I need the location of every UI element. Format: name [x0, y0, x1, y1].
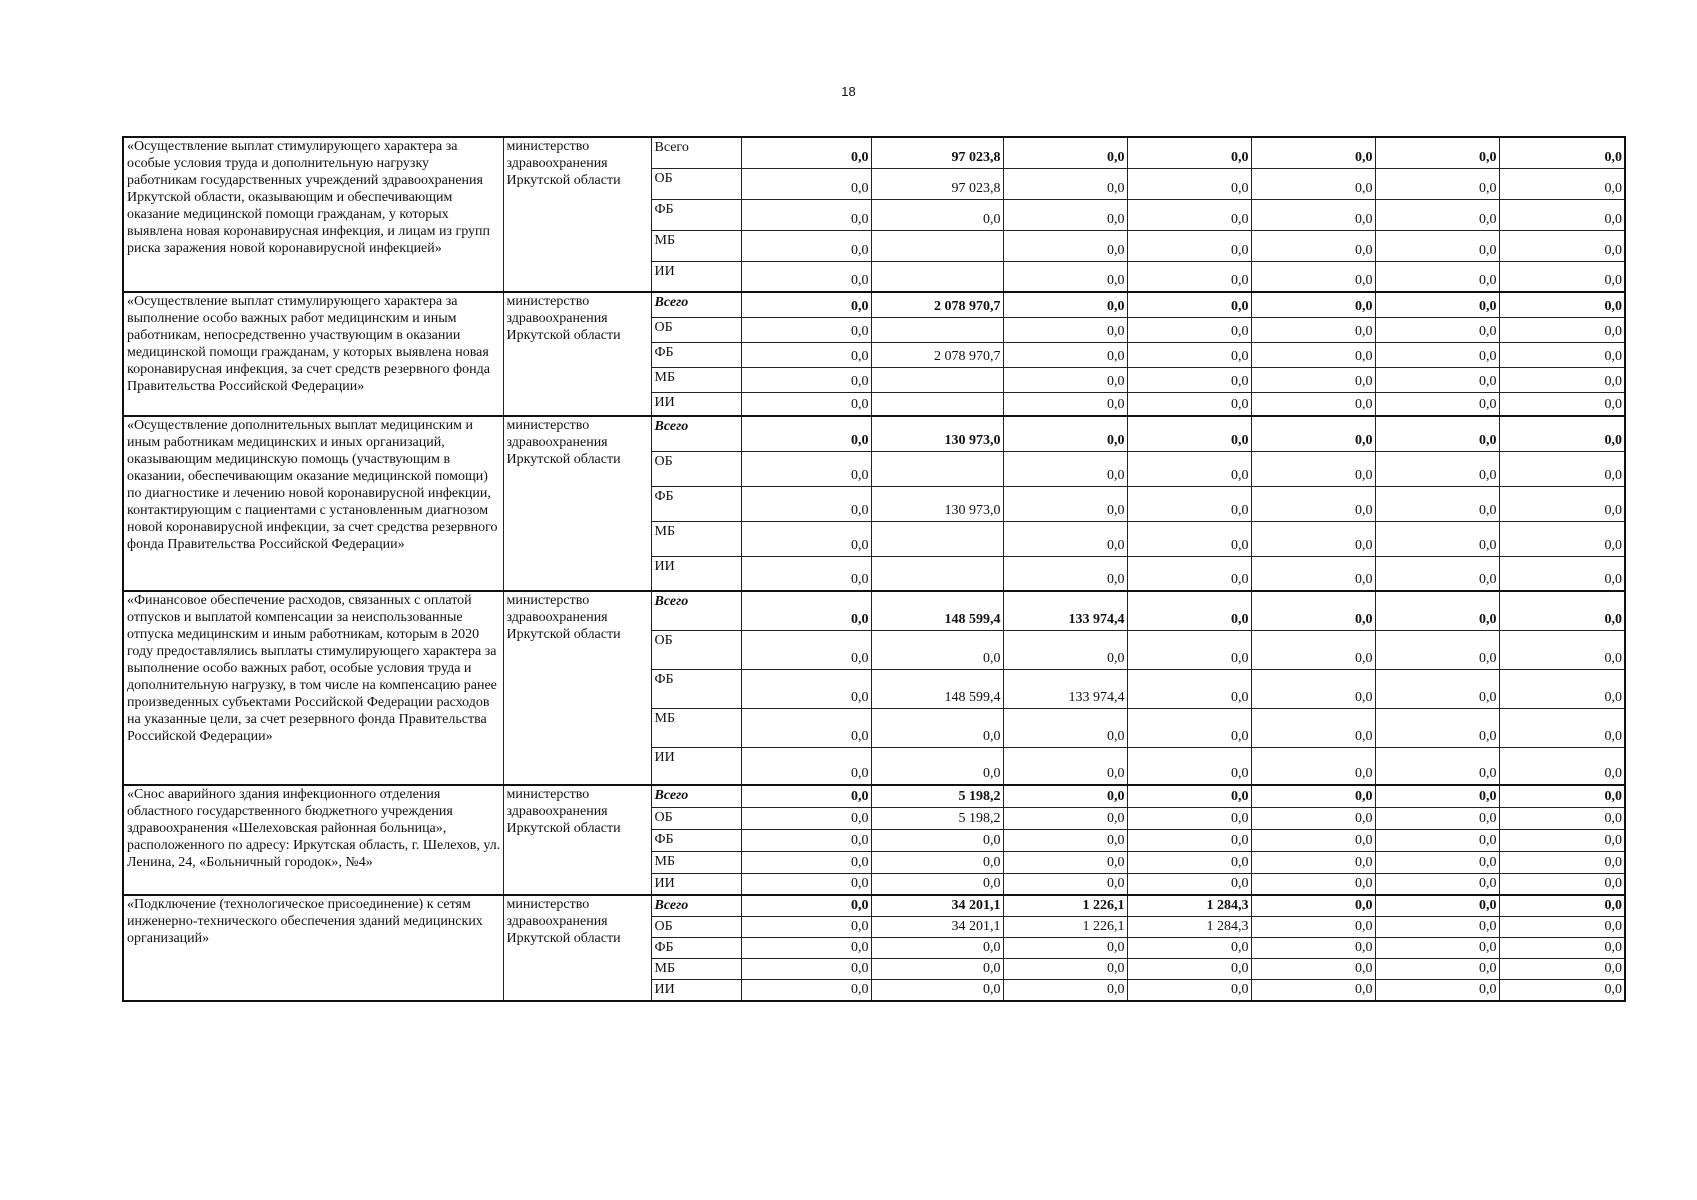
amount-cell: 0,0: [741, 895, 871, 917]
amount-cell: 0,0: [741, 708, 871, 747]
amount-cell: 0,0: [1499, 392, 1625, 416]
amount-cell: 0,0: [741, 630, 871, 669]
amount-cell: 0,0: [1003, 261, 1127, 292]
measure-block: [123, 591, 1625, 785]
amount-cell: 0,0: [741, 669, 871, 708]
amount-cell: 0,0: [1127, 486, 1251, 521]
measure-description: «Снос аварийного здания инфекционного отделения областного государственного бюджетного учреждения здравоохранения «Шелеховская районная больница», расположенного по адресу: Иркутская область, г. Шелехов, ул. Ленина, 24, «Больничный городок», №4»: [123, 785, 503, 895]
amount-cell: 0,0: [1375, 556, 1499, 591]
amount-cell: 0,0: [741, 392, 871, 416]
amount-cell: 0,0: [1127, 199, 1251, 230]
responsible-executor: министерство здравоохранения Иркутской области: [503, 292, 651, 416]
amount-cell: 0,0: [1127, 451, 1251, 486]
amount-cell: 0,0: [741, 451, 871, 486]
amount-cell: 0,0: [1375, 416, 1499, 451]
amount-cell: 0,0: [1499, 342, 1625, 367]
funding-source: ОБ: [651, 168, 741, 199]
amount-cell: 0,0: [741, 591, 871, 630]
page-number: 18: [841, 84, 856, 99]
amount-cell: 0,0: [1375, 938, 1499, 959]
amount-cell: 0,0: [1251, 230, 1375, 261]
amount-cell: 0,0: [1251, 367, 1375, 392]
amount-cell: 0,0: [741, 556, 871, 591]
amount-cell: 0,0: [1251, 959, 1375, 980]
amount-cell: 0,0: [1375, 895, 1499, 917]
amount-cell: 0,0: [1127, 230, 1251, 261]
amount-cell: 0,0: [1251, 938, 1375, 959]
amount-cell: 0,0: [871, 747, 1003, 785]
amount-cell: 0,0: [1375, 873, 1499, 895]
amount-cell: 97 023,8: [871, 137, 1003, 168]
amount-cell: 0,0: [1127, 367, 1251, 392]
amount-cell: 0,0: [1375, 708, 1499, 747]
amount-cell: 0,0: [741, 137, 871, 168]
amount-cell: 0,0: [1127, 708, 1251, 747]
funding-source: Всего: [651, 591, 741, 630]
amount-cell: 130 973,0: [871, 486, 1003, 521]
amount-cell: 0,0: [871, 938, 1003, 959]
amount-cell: [871, 317, 1003, 342]
funding-source: ИИ: [651, 747, 741, 785]
amount-cell: 0,0: [1003, 367, 1127, 392]
funding-source: Всего: [651, 416, 741, 451]
funding-source: МБ: [651, 367, 741, 392]
measure-block: [123, 416, 1625, 591]
amount-cell: 0,0: [1251, 829, 1375, 851]
amount-cell: 0,0: [1499, 137, 1625, 168]
amount-cell: 0,0: [1251, 980, 1375, 1002]
amount-cell: 0,0: [1499, 292, 1625, 317]
amount-cell: 0,0: [1375, 851, 1499, 873]
funding-source: ФБ: [651, 199, 741, 230]
amount-cell: 0,0: [1251, 137, 1375, 168]
funding-source: ФБ: [651, 938, 741, 959]
amount-cell: 0,0: [1499, 895, 1625, 917]
amount-cell: 0,0: [1127, 317, 1251, 342]
amount-cell: 0,0: [1499, 980, 1625, 1002]
table-row: [123, 137, 1625, 168]
amount-cell: 0,0: [1499, 873, 1625, 895]
amount-cell: 0,0: [741, 873, 871, 895]
amount-cell: 0,0: [1127, 785, 1251, 807]
amount-cell: 0,0: [1127, 591, 1251, 630]
funding-source: ИИ: [651, 873, 741, 895]
amount-cell: 1 284,3: [1127, 895, 1251, 917]
amount-cell: 0,0: [741, 851, 871, 873]
amount-cell: 0,0: [741, 980, 871, 1002]
amount-cell: 0,0: [1003, 556, 1127, 591]
funding-source: Всего: [651, 292, 741, 317]
budget-table: [122, 136, 1626, 1002]
amount-cell: 0,0: [1127, 137, 1251, 168]
measure-block: [123, 895, 1625, 1002]
amount-cell: 0,0: [1375, 591, 1499, 630]
amount-cell: 0,0: [1251, 521, 1375, 556]
amount-cell: 0,0: [1003, 938, 1127, 959]
amount-cell: 2 078 970,7: [871, 292, 1003, 317]
amount-cell: [871, 261, 1003, 292]
amount-cell: 0,0: [1499, 747, 1625, 785]
amount-cell: 0,0: [1499, 917, 1625, 938]
amount-cell: 0,0: [741, 199, 871, 230]
amount-cell: 0,0: [1499, 317, 1625, 342]
amount-cell: 0,0: [1251, 392, 1375, 416]
amount-cell: 0,0: [1003, 630, 1127, 669]
amount-cell: 0,0: [871, 630, 1003, 669]
amount-cell: 0,0: [741, 261, 871, 292]
amount-cell: 0,0: [1375, 521, 1499, 556]
amount-cell: 0,0: [1499, 199, 1625, 230]
amount-cell: 0,0: [1127, 807, 1251, 829]
amount-cell: 0,0: [871, 873, 1003, 895]
amount-cell: 0,0: [1251, 917, 1375, 938]
amount-cell: 0,0: [741, 292, 871, 317]
amount-cell: 0,0: [1127, 416, 1251, 451]
measure-description: «Осуществление выплат стимулирующего характера за выполнение особо важных работ медицинским и иным работникам, непосредственно участвующим в оказании медицинской помощи гражданам, у которых выявлена новая коронавирусная инфекция, за счет средств резервного фонда Правительства Российской Федерации»: [123, 292, 503, 416]
table-row: [123, 591, 1625, 630]
amount-cell: 0,0: [1375, 785, 1499, 807]
measure-block: [123, 292, 1625, 416]
amount-cell: 0,0: [871, 708, 1003, 747]
amount-cell: 0,0: [1003, 521, 1127, 556]
amount-cell: 0,0: [1127, 168, 1251, 199]
amount-cell: 1 284,3: [1127, 917, 1251, 938]
amount-cell: 0,0: [1251, 317, 1375, 342]
amount-cell: 0,0: [1251, 873, 1375, 895]
amount-cell: 0,0: [1375, 367, 1499, 392]
amount-cell: 0,0: [871, 980, 1003, 1002]
amount-cell: 5 198,2: [871, 807, 1003, 829]
amount-cell: 0,0: [1375, 292, 1499, 317]
amount-cell: 0,0: [1003, 851, 1127, 873]
amount-cell: 0,0: [741, 486, 871, 521]
measure-block: [123, 785, 1625, 895]
amount-cell: 0,0: [1003, 416, 1127, 451]
amount-cell: 0,0: [1251, 851, 1375, 873]
funding-source: ФБ: [651, 829, 741, 851]
amount-cell: 0,0: [1251, 261, 1375, 292]
amount-cell: 0,0: [741, 829, 871, 851]
amount-cell: 0,0: [1251, 556, 1375, 591]
amount-cell: 0,0: [1375, 669, 1499, 708]
amount-cell: 0,0: [1003, 137, 1127, 168]
amount-cell: 0,0: [1251, 630, 1375, 669]
amount-cell: 0,0: [1003, 959, 1127, 980]
amount-cell: 0,0: [1127, 556, 1251, 591]
amount-cell: 0,0: [1003, 873, 1127, 895]
amount-cell: 0,0: [1375, 392, 1499, 416]
funding-source: МБ: [651, 851, 741, 873]
amount-cell: [871, 451, 1003, 486]
responsible-executor: министерство здравоохранения Иркутской области: [503, 416, 651, 591]
amount-cell: 97 023,8: [871, 168, 1003, 199]
amount-cell: 0,0: [1003, 747, 1127, 785]
amount-cell: 0,0: [1127, 630, 1251, 669]
amount-cell: 0,0: [1251, 669, 1375, 708]
amount-cell: 0,0: [1499, 829, 1625, 851]
amount-cell: 0,0: [1499, 851, 1625, 873]
amount-cell: 130 973,0: [871, 416, 1003, 451]
amount-cell: 0,0: [1251, 451, 1375, 486]
measure-description: «Осуществление выплат стимулирующего характера за особые условия труда и дополнительную нагрузку работникам государственных учреждений здравоохранения Иркутской области, оказывающим и обеспечивающим оказание медицинской помощи гражданам, у которых выявлена новая коронавирусная инфекция, и лицам из групп риска заражения новой коронавирусной инфекцией»: [123, 137, 503, 292]
amount-cell: 133 974,4: [1003, 591, 1127, 630]
funding-source: ОБ: [651, 807, 741, 829]
amount-cell: 0,0: [1251, 168, 1375, 199]
amount-cell: 0,0: [1003, 807, 1127, 829]
amount-cell: 133 974,4: [1003, 669, 1127, 708]
amount-cell: 0,0: [1251, 708, 1375, 747]
amount-cell: 0,0: [1499, 230, 1625, 261]
amount-cell: 0,0: [741, 747, 871, 785]
amount-cell: 0,0: [1003, 392, 1127, 416]
amount-cell: 0,0: [741, 785, 871, 807]
amount-cell: 0,0: [741, 168, 871, 199]
amount-cell: 0,0: [1499, 807, 1625, 829]
amount-cell: [871, 556, 1003, 591]
amount-cell: 0,0: [1251, 342, 1375, 367]
amount-cell: 0,0: [1375, 230, 1499, 261]
amount-cell: 0,0: [1375, 261, 1499, 292]
amount-cell: 0,0: [1127, 938, 1251, 959]
amount-cell: 0,0: [1251, 486, 1375, 521]
amount-cell: 0,0: [1003, 451, 1127, 486]
funding-source: Всего: [651, 895, 741, 917]
amount-cell: 0,0: [1499, 591, 1625, 630]
responsible-executor: министерство здравоохранения Иркутской области: [503, 895, 651, 1002]
amount-cell: 0,0: [871, 851, 1003, 873]
measure-block: [123, 137, 1625, 292]
amount-cell: 0,0: [1003, 980, 1127, 1002]
amount-cell: 0,0: [1251, 292, 1375, 317]
amount-cell: 0,0: [1003, 708, 1127, 747]
amount-cell: 0,0: [741, 959, 871, 980]
funding-source: Всего: [651, 785, 741, 807]
amount-cell: 0,0: [1499, 669, 1625, 708]
amount-cell: 0,0: [1499, 486, 1625, 521]
measure-description: «Осуществление дополнительных выплат медицинским и иным работникам медицинских и иных организаций, оказывающим медицинскую помощь (участвующим в оказании, обеспечивающим оказание медицинской помощи) по диагностике и лечению новой коронавирусной инфекции, контактирующим с пациентами с установленным диагнозом новой коронавирусной инфекции, за счет средства резервного фонда Правительства Российской Федерации»: [123, 416, 503, 591]
amount-cell: 0,0: [1499, 367, 1625, 392]
amount-cell: 0,0: [1375, 980, 1499, 1002]
amount-cell: 0,0: [741, 342, 871, 367]
amount-cell: 0,0: [741, 367, 871, 392]
amount-cell: 148 599,4: [871, 591, 1003, 630]
amount-cell: [871, 367, 1003, 392]
amount-cell: 0,0: [1499, 708, 1625, 747]
amount-cell: [871, 230, 1003, 261]
amount-cell: 0,0: [1251, 807, 1375, 829]
amount-cell: 0,0: [1127, 959, 1251, 980]
amount-cell: 0,0: [1127, 292, 1251, 317]
amount-cell: 0,0: [871, 959, 1003, 980]
funding-source: МБ: [651, 521, 741, 556]
amount-cell: 34 201,1: [871, 895, 1003, 917]
funding-source: ОБ: [651, 630, 741, 669]
amount-cell: 0,0: [1003, 168, 1127, 199]
amount-cell: 0,0: [741, 317, 871, 342]
responsible-executor: министерство здравоохранения Иркутской области: [503, 591, 651, 785]
funding-source: ИИ: [651, 261, 741, 292]
amount-cell: 0,0: [1499, 630, 1625, 669]
responsible-executor: министерство здравоохранения Иркутской области: [503, 137, 651, 292]
amount-cell: 0,0: [1127, 669, 1251, 708]
amount-cell: 0,0: [741, 521, 871, 556]
amount-cell: 0,0: [1375, 630, 1499, 669]
measure-description: «Подключение (технологическое присоединение) к сетям инженерно-технического обеспечения зданий медицинских организаций»: [123, 895, 503, 1002]
amount-cell: 0,0: [1375, 199, 1499, 230]
amount-cell: 0,0: [1127, 342, 1251, 367]
amount-cell: 0,0: [741, 917, 871, 938]
responsible-executor: министерство здравоохранения Иркутской области: [503, 785, 651, 895]
amount-cell: 0,0: [1375, 917, 1499, 938]
amount-cell: 0,0: [1499, 556, 1625, 591]
table-row: [123, 785, 1625, 807]
funding-source: ИИ: [651, 980, 741, 1002]
amount-cell: 0,0: [1127, 747, 1251, 785]
amount-cell: 0,0: [1127, 521, 1251, 556]
funding-source: ФБ: [651, 486, 741, 521]
amount-cell: 0,0: [1251, 591, 1375, 630]
amount-cell: 0,0: [1003, 230, 1127, 261]
amount-cell: 0,0: [1127, 829, 1251, 851]
amount-cell: 0,0: [1251, 747, 1375, 785]
amount-cell: 0,0: [1375, 959, 1499, 980]
amount-cell: 0,0: [1499, 938, 1625, 959]
amount-cell: 0,0: [1127, 392, 1251, 416]
amount-cell: 0,0: [1127, 873, 1251, 895]
amount-cell: 0,0: [1251, 785, 1375, 807]
amount-cell: 0,0: [1499, 168, 1625, 199]
amount-cell: 0,0: [741, 938, 871, 959]
amount-cell: 0,0: [1251, 199, 1375, 230]
amount-cell: 0,0: [1499, 451, 1625, 486]
amount-cell: 34 201,1: [871, 917, 1003, 938]
amount-cell: 0,0: [1375, 486, 1499, 521]
amount-cell: 0,0: [1499, 416, 1625, 451]
amount-cell: 0,0: [1375, 137, 1499, 168]
amount-cell: 0,0: [1127, 851, 1251, 873]
table-row: [123, 292, 1625, 317]
amount-cell: 0,0: [1375, 168, 1499, 199]
amount-cell: 0,0: [871, 829, 1003, 851]
amount-cell: 0,0: [1375, 342, 1499, 367]
amount-cell: 0,0: [1003, 785, 1127, 807]
funding-source: ОБ: [651, 917, 741, 938]
amount-cell: 0,0: [1251, 895, 1375, 917]
amount-cell: 0,0: [1251, 416, 1375, 451]
amount-cell: 0,0: [1003, 292, 1127, 317]
amount-cell: 0,0: [741, 230, 871, 261]
amount-cell: 0,0: [1003, 486, 1127, 521]
funding-source: ИИ: [651, 392, 741, 416]
amount-cell: 0,0: [1127, 980, 1251, 1002]
funding-source: ИИ: [651, 556, 741, 591]
funding-source: ОБ: [651, 317, 741, 342]
amount-cell: [871, 521, 1003, 556]
table-row: [123, 895, 1625, 917]
funding-source: МБ: [651, 708, 741, 747]
amount-cell: 0,0: [1499, 785, 1625, 807]
amount-cell: 0,0: [1375, 317, 1499, 342]
amount-cell: 1 226,1: [1003, 917, 1127, 938]
amount-cell: 148 599,4: [871, 669, 1003, 708]
amount-cell: 0,0: [1003, 829, 1127, 851]
funding-source: Всего: [651, 137, 741, 168]
amount-cell: [871, 392, 1003, 416]
amount-cell: 1 226,1: [1003, 895, 1127, 917]
funding-source: ОБ: [651, 451, 741, 486]
funding-source: МБ: [651, 230, 741, 261]
amount-cell: 0,0: [741, 807, 871, 829]
table-row: [123, 416, 1625, 451]
amount-cell: 0,0: [1375, 829, 1499, 851]
amount-cell: 0,0: [1375, 807, 1499, 829]
funding-source: ФБ: [651, 342, 741, 367]
amount-cell: 0,0: [741, 416, 871, 451]
amount-cell: 0,0: [1375, 451, 1499, 486]
amount-cell: 0,0: [871, 199, 1003, 230]
amount-cell: 0,0: [1375, 747, 1499, 785]
funding-source: МБ: [651, 959, 741, 980]
amount-cell: 0,0: [1499, 261, 1625, 292]
amount-cell: 0,0: [1003, 317, 1127, 342]
amount-cell: 0,0: [1127, 261, 1251, 292]
amount-cell: 2 078 970,7: [871, 342, 1003, 367]
amount-cell: 5 198,2: [871, 785, 1003, 807]
amount-cell: 0,0: [1003, 342, 1127, 367]
funding-source: ФБ: [651, 669, 741, 708]
amount-cell: 0,0: [1499, 521, 1625, 556]
measure-description: «Финансовое обеспечение расходов, связанных с оплатой отпусков и выплатой компенсации за неиспользованные отпуска медицинским и иным работникам, которым в 2020 году предоставлялись выплаты стимулирующего характера за выполнение особо важных работ, особые условия труда и дополнительную нагрузку, в том числе на компенсацию ранее произведенных субъектами Российской Федерации расходов на указанные цели, за счет резервного фонда Правительства Российской Федерации»: [123, 591, 503, 785]
amount-cell: 0,0: [1499, 959, 1625, 980]
amount-cell: 0,0: [1003, 199, 1127, 230]
